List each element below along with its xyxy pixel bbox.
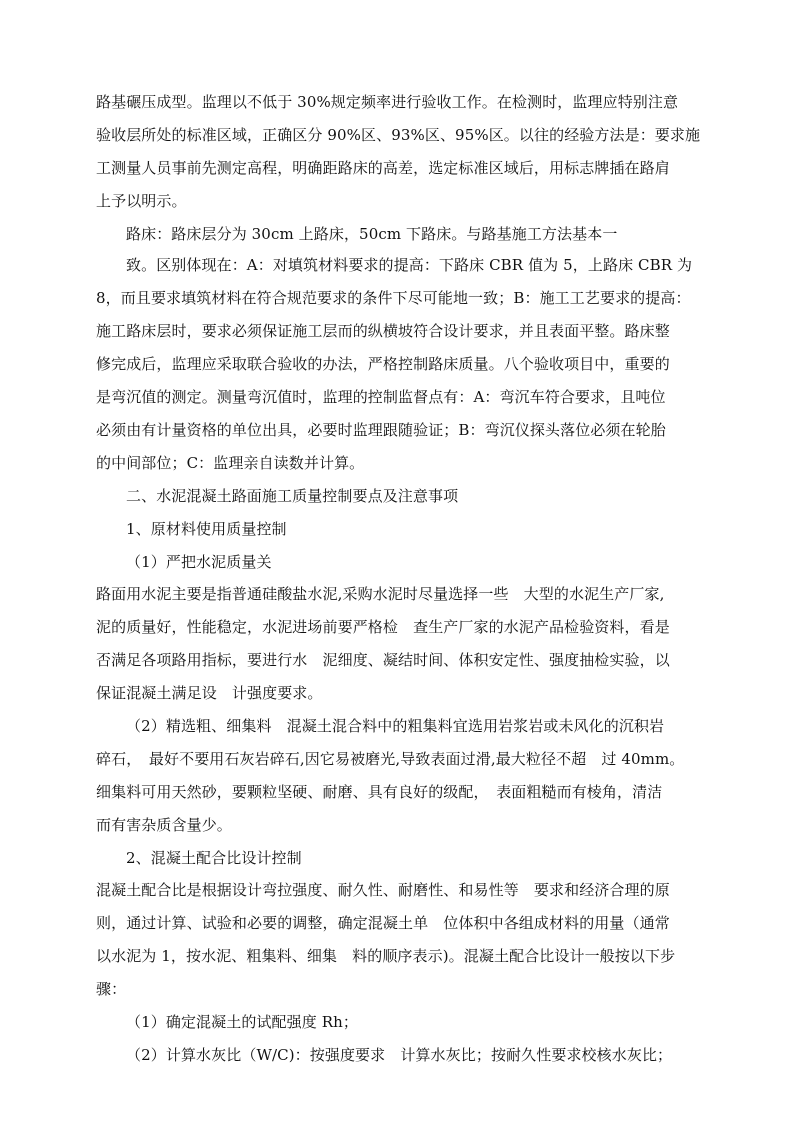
text-line: 8，而且要求填筑材料在符合规范要求的条件下尽可能地一致；B：施工工艺要求的提高： xyxy=(96,289,691,307)
text-line: 碎石， 最好不要用石灰岩碎石,因它易被磨光,导致表面过滑,最大粒径不超 过 40mm。 xyxy=(96,750,685,768)
text-line: 路床：路床层分为 30cm 上路床，50cm 下路床。与路基施工方法基本一 xyxy=(126,225,618,243)
text-line: 骤： xyxy=(96,980,127,998)
text-line: 则，通过计算、试验和必要的调整，确定混凝土单 位体积中各组成材料的用量（通常 xyxy=(96,914,670,932)
text-line: 细集料可用天然砂，要颗粒坚硬、耐磨、具有良好的级配， 表面粗糙而有棱角，清洁 xyxy=(96,783,663,801)
text-line: 验收层所处的标准区域，正确区分 90%区、93%区、95%区。以往的经验方法是：要求施 xyxy=(96,126,701,144)
text-line: 的中间部位；C：监理亲自读数并计算。 xyxy=(96,454,365,472)
text-line: 必须由有计量资格的单位出具，必要时监理跟随验证；B：弯沉仪探头落位必须在轮胎 xyxy=(96,421,666,439)
text-line: 混凝土配合比是根据设计弯拉强度、耐久性、耐磨性、和易性等 要求和经济合理的原 xyxy=(96,881,670,899)
subsection-heading: 2、混凝土配合比设计控制 xyxy=(126,849,302,867)
text-line: （2）精选粗、细集料 混凝土混合料中的粗集料宜选用岩浆岩或未风化的沉积岩 xyxy=(126,717,665,735)
text-line: 保证混凝土满足设 计强度要求。 xyxy=(96,684,323,702)
text-line: 而有害杂质含量少。 xyxy=(96,816,232,834)
item-heading: （1）严把水泥质量关 xyxy=(126,553,272,571)
text-line: 施工路床层时，要求必须保证施工层而的纵横坡符合设计要求，并且表面平整。路床整 xyxy=(96,322,670,340)
subsection-heading: 1、原材料使用质量控制 xyxy=(126,520,287,538)
item-heading: （1）确定混凝土的试配强度 Rh； xyxy=(126,1013,358,1031)
text-line: 工测量人员事前先测定高程，明确距路床的高差，选定标准区域后，用标志牌插在路肩 xyxy=(96,159,670,177)
item-heading: （2）计算水灰比（W/C)：按强度要求 计算水灰比；按耐久性要求校核水灰比； xyxy=(126,1046,673,1064)
text-line: 修完成后，监理应采取联合验收的办法，严格控制路床质量。八个验收项目中，重要的 xyxy=(96,355,670,373)
text-line: 以水泥为 1，按水泥、粗集料、细集 料的顺序表示)。混凝土配合比设计一般按以下步 xyxy=(96,947,676,965)
text-line: 路面用水泥主要是指普通硅酸盐水泥,采购水泥时尽量选择一些 大型的水泥生产厂家, xyxy=(96,585,665,603)
text-line: 是弯沉值的测定。测量弯沉值时，监理的控制监督点有：A：弯沉车符合要求，且吨位 xyxy=(96,388,666,406)
text-line: 上予以明示。 xyxy=(96,192,187,210)
section-heading: 二、水泥混凝土路面施工质量控制要点及注意事项 xyxy=(126,487,459,505)
text-line: 泥的质量好，性能稳定，水泥进场前要严格检 查生产厂家的水泥产品检验资料，看是 xyxy=(96,618,670,636)
text-line: 否满足各项路用指标，要进行水 泥细度、凝结时间、体积安定性、强度抽检实验，以 xyxy=(96,651,670,669)
text-line: 路基碾压成型。监理以不低于 30%规定频率进行验收工作。在检测时，监理应特别注意 xyxy=(96,93,679,111)
text-line: 致。区别体现在：A：对填筑材料要求的提高：下路床 CBR 值为 5，上路床 CBR 为 xyxy=(126,256,693,274)
